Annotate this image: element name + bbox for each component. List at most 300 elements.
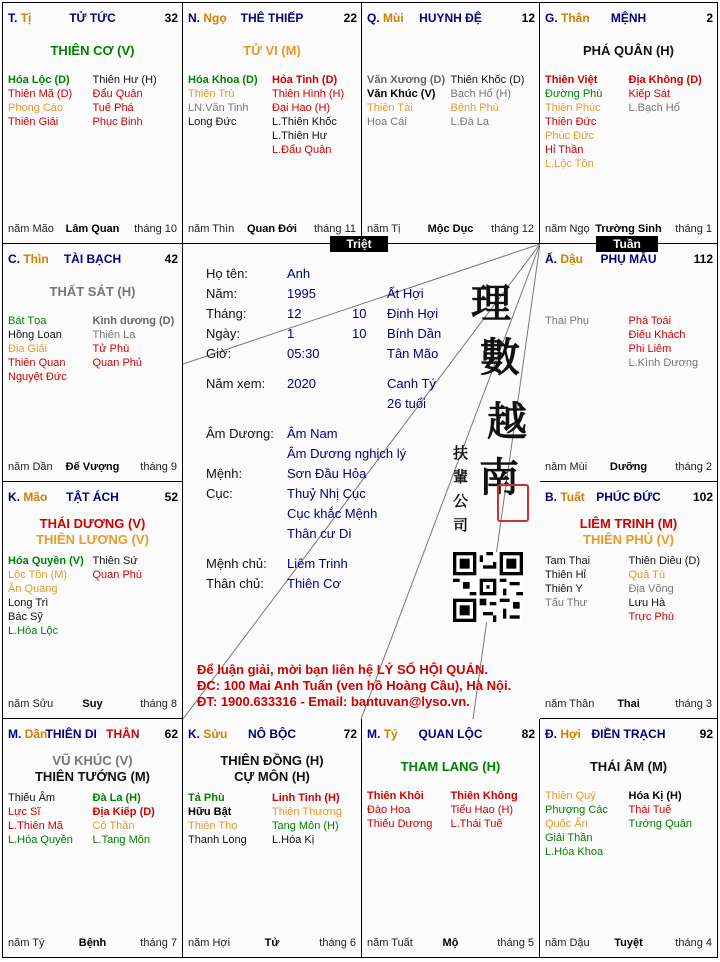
bad-stars-column	[272, 791, 356, 847]
star-item: L.Đà La	[450, 116, 490, 128]
star-item: Trực Phù	[628, 611, 674, 623]
star-item: Đào Hoa	[367, 804, 411, 816]
bad-stars-column	[93, 314, 178, 384]
star-columns	[545, 554, 712, 624]
age-range: 92	[699, 727, 713, 741]
star-item: Đại Hao (H)	[272, 102, 331, 114]
seal-char: 扶	[453, 444, 469, 462]
year-tag: năm Tý	[8, 937, 45, 949]
bad-stars-column	[629, 554, 713, 624]
life-stage: Dưỡng	[609, 461, 648, 473]
good-stars-column	[545, 789, 629, 859]
star-item: L.Lộc Tồn	[545, 158, 594, 170]
branch-stem: M.	[367, 727, 381, 741]
bad-stars-column	[93, 791, 178, 847]
palace-cell	[3, 244, 183, 482]
main-star: THÁI ÂM (M)	[589, 759, 668, 774]
branch-name: Tị	[20, 11, 32, 25]
year-label: Năm:	[206, 286, 238, 301]
star-columns	[545, 73, 712, 171]
star-columns	[188, 791, 356, 847]
star-item: Thiếu Dương	[367, 818, 433, 830]
star-item: Hóa Quyền (V)	[8, 555, 84, 567]
star-item: Hóa Khoa (D)	[188, 74, 258, 86]
palace-cell	[3, 3, 183, 244]
star-columns	[188, 73, 356, 157]
star-item: Thiên La	[92, 329, 136, 341]
star-item: L.Bạch Hổ	[628, 102, 680, 114]
palace-name	[183, 727, 361, 741]
palace-title: NÔ BỘC	[248, 727, 296, 741]
calligraphy-char: 數	[480, 334, 520, 381]
triet-tag: Triệt	[330, 236, 388, 252]
bad-stars-column	[629, 789, 713, 859]
month-tag: tháng 2	[675, 461, 712, 473]
age-range: 32	[164, 11, 178, 25]
contact-line-1: Để luận giải, mời bạn liên hệ LÝ SỐ HỘI QUÁN.	[197, 662, 488, 677]
main-star: THIÊN PHỦ (V)	[583, 532, 674, 547]
star-item: Bát Tọa	[8, 315, 47, 327]
qr-code	[453, 552, 523, 622]
than-chu-label: Thân chủ:	[206, 576, 264, 591]
main-star: THIÊN TƯỚNG (M)	[34, 769, 151, 784]
palace-title: MỆNH	[610, 11, 647, 25]
branch-name: Hợi	[560, 727, 581, 741]
life-stage: Lâm Quan	[65, 223, 120, 235]
star-item: Thiên Tài	[367, 102, 413, 114]
month-tag: tháng 12	[491, 223, 534, 235]
calligraphy-char: 南	[479, 454, 519, 501]
than-chu-value: Thiên Cơ	[287, 576, 342, 591]
branch-name: Thân	[561, 11, 590, 25]
life-stage: Đế Vượng	[65, 461, 120, 473]
star-item: Tiểu Hao (H)	[450, 804, 514, 816]
star-item: Tam Thai	[545, 555, 591, 567]
age-range: 12	[521, 11, 535, 25]
star-item: Tuế Phá	[92, 102, 134, 114]
year-tag: năm Mùi	[545, 461, 588, 473]
palace-title: HUYNH ĐỆ	[419, 11, 482, 25]
star-item: Phá Toái	[628, 315, 672, 327]
palace-cell	[362, 719, 540, 957]
palace-name	[540, 252, 717, 266]
good-stars-column	[8, 314, 93, 384]
year-tag: năm Tị	[367, 223, 401, 235]
star-item: Địa Không (D)	[628, 74, 702, 86]
palace-cell	[183, 3, 362, 244]
branch-stem: Đ.	[545, 727, 557, 741]
star-item: LN.Văn Tinh	[188, 102, 249, 114]
star-item: Điếu Khách	[628, 329, 686, 341]
year-tag: năm Tuất	[367, 937, 413, 949]
year-tag: năm Mão	[8, 223, 54, 235]
main-star: VŨ KHÚC (V)	[52, 753, 133, 768]
good-stars-column	[8, 791, 93, 847]
palace-name	[3, 11, 182, 25]
contact-line-3: ĐT: 1900.633316 - Email: bantuvan@lyso.vn.	[197, 694, 470, 709]
star-item: Kình dương (D)	[92, 315, 175, 327]
star-columns	[545, 314, 712, 370]
branch-name: Ngọ	[203, 11, 227, 25]
menh-chu-value: Liêm Trinh	[287, 556, 348, 571]
year-tag: năm Sửu	[8, 698, 54, 710]
star-item: Long Đức	[188, 116, 237, 128]
main-star: THIÊN LƯƠNG (V)	[36, 532, 149, 547]
seal-char: 司	[453, 516, 469, 534]
palace-name	[362, 727, 539, 741]
palace-title: THIÊN DI	[45, 727, 97, 741]
star-item: Giải Thần	[545, 832, 593, 844]
star-item: Hồng Loan	[8, 329, 62, 341]
good-stars-column	[188, 791, 272, 847]
star-item: L.Thái Tuế	[450, 818, 503, 830]
star-item: L.Hóa Kị	[272, 834, 315, 846]
star-item: Tấu Thư	[545, 597, 588, 609]
calligraphy-char: 越	[487, 398, 527, 445]
palace-cell	[3, 719, 183, 957]
star-columns	[8, 314, 177, 384]
good-stars-column	[8, 73, 93, 129]
center-info-panel	[183, 244, 540, 719]
main-star: THIÊN ĐỒNG (H)	[220, 753, 324, 768]
star-item: Quả Tú	[628, 569, 665, 581]
star-item: Thiên Quan	[8, 357, 66, 369]
star-item: Thiên Giải	[8, 116, 59, 128]
bad-stars-column	[451, 73, 535, 129]
cuc-value-1: Thuỷ Nhị Cục	[287, 486, 366, 501]
palace-title: TẬT ÁCH	[66, 490, 119, 504]
star-item: Kiếp Sát	[628, 88, 671, 100]
star-item: Thai Phụ	[545, 315, 590, 327]
star-item: Đẩu Quân	[92, 88, 143, 100]
star-item: Ân Quang	[8, 583, 58, 595]
year-tag: năm Thân	[545, 698, 595, 710]
branch-name: Mão	[23, 490, 48, 504]
star-item: Địa Kiếp (D)	[92, 806, 155, 818]
horoscope-board	[2, 2, 718, 958]
star-item: Tử Phù	[92, 343, 130, 355]
star-item: Lưu Hà	[628, 597, 666, 609]
amduong-label: Âm Dương:	[206, 426, 274, 441]
star-item: Bệnh Phù	[450, 102, 499, 114]
palace-name	[540, 490, 717, 504]
star-columns	[545, 789, 712, 859]
life-stage: Mộc Dục	[427, 223, 474, 235]
star-item: Nguyệt Đức	[8, 371, 67, 383]
main-star: LIÊM TRINH (M)	[579, 516, 678, 531]
star-item: Hỏa Tinh (D)	[272, 74, 338, 86]
month-tag: tháng 9	[140, 461, 177, 473]
branch-stem: K.	[188, 727, 200, 741]
star-columns	[8, 73, 177, 129]
star-item: Hữu Bật	[188, 806, 232, 818]
month-tag: tháng 4	[675, 937, 712, 949]
branch-name: Mùi	[383, 11, 404, 25]
star-item: Đường Phù	[545, 88, 603, 100]
main-star: THÁI DƯƠNG (V)	[39, 516, 146, 531]
month-tag: tháng 5	[497, 937, 534, 949]
month-tag: tháng 7	[140, 937, 177, 949]
palace-name	[183, 11, 361, 25]
star-columns	[367, 73, 534, 129]
age-range: 62	[164, 727, 178, 741]
life-stage: Quan Đới	[247, 223, 297, 235]
amduong-value-1: Âm Nam	[287, 426, 338, 441]
view-year-label: Năm xem:	[206, 376, 266, 391]
age-range: 22	[343, 11, 357, 25]
branch-name: Tuất	[560, 490, 585, 504]
star-item: Thanh Long	[188, 834, 247, 846]
star-item: Thiên Thương	[272, 806, 343, 818]
star-item: Thiếu Âm	[8, 792, 56, 804]
star-item: Phi Liêm	[628, 343, 672, 355]
month-tag: tháng 1	[675, 223, 712, 235]
main-star: THIÊN CƠ (V)	[50, 43, 135, 58]
star-item: Thiên Trù	[188, 88, 235, 100]
age-range: 102	[692, 490, 713, 504]
year-value: 1995	[287, 286, 316, 301]
good-stars-column	[545, 554, 629, 624]
star-columns	[367, 789, 534, 831]
hour-canchi: Tân Mão	[387, 346, 439, 361]
star-item: L.Đẩu Quân	[272, 144, 332, 156]
year-tag: năm Thìn	[188, 223, 235, 235]
bad-stars-column	[629, 314, 713, 370]
seal-char: 輩	[453, 468, 469, 486]
star-item: Quan Phủ	[92, 357, 143, 369]
star-columns	[8, 791, 177, 847]
menh-chu-label: Mệnh chủ:	[206, 556, 267, 571]
branch-stem: T.	[8, 11, 18, 25]
star-item: Tả Phù	[188, 792, 225, 804]
star-item: L.Hóa Khoa	[545, 846, 604, 858]
life-stage: Thai	[617, 698, 640, 710]
month-tag: tháng 11	[313, 223, 356, 235]
star-item: Phúc Đức	[545, 130, 594, 142]
palace-cell	[540, 3, 717, 244]
contact-line-2: ĐC: 100 Mai Anh Tuấn (ven hồ Hoàng Cầu), Hà Nội.	[197, 678, 512, 693]
palace-cell	[3, 482, 183, 719]
palace-name	[540, 11, 717, 25]
branch-name: Thìn	[23, 252, 49, 266]
star-item: Địa Giải	[8, 343, 48, 355]
star-item: Thiên Khôi	[367, 790, 424, 802]
red-seal-stamp	[497, 484, 529, 522]
cuc-value-3: Thân cư Di	[287, 526, 352, 541]
branch-name: Dậu	[560, 252, 584, 266]
age-range: 112	[693, 252, 713, 266]
amduong-value-2: Âm Dương nghịch lý	[287, 446, 407, 461]
good-stars-column	[545, 314, 629, 370]
star-item: Lộc Tồn (M)	[8, 569, 68, 581]
star-item: Thiên Sứ	[92, 555, 138, 567]
branch-stem: C.	[8, 252, 20, 266]
good-stars-column	[545, 73, 629, 171]
star-item: Hoa Cái	[367, 116, 407, 128]
hour-value: 05:30	[287, 346, 320, 361]
bad-stars-column	[451, 789, 535, 831]
age-range: 42	[164, 252, 178, 266]
bad-stars-column	[272, 73, 356, 157]
branch-name: Sửu	[203, 727, 228, 741]
star-item: Phục Binh	[92, 116, 143, 128]
good-stars-column	[367, 73, 451, 129]
star-item: Tướng Quân	[628, 818, 692, 830]
palace-name	[3, 252, 182, 266]
star-item: Thiên Y	[545, 583, 583, 595]
palace-title: TÀI BẠCH	[63, 252, 122, 266]
star-item: Thiên Đức	[545, 116, 597, 128]
star-item: Quốc Ấn	[545, 818, 588, 830]
menh-value: Sơn Đầu Hỏa	[287, 466, 367, 481]
palace-name	[362, 11, 539, 25]
day-lunar: 10	[352, 326, 367, 341]
life-stage: Tử	[264, 937, 280, 949]
palace-cell	[183, 719, 362, 957]
branch-stem: K.	[8, 490, 20, 504]
palace-title: ĐIỀN TRẠCH	[591, 727, 666, 741]
star-item: Tang Môn (H)	[272, 820, 339, 832]
month-lunar: 10	[352, 306, 367, 321]
palace-title: PHÚC ĐỨC	[596, 490, 661, 504]
main-star: THAM LANG (H)	[400, 759, 501, 774]
star-item: Thiên Không	[450, 790, 518, 802]
palace-title: THÊ THIẾP	[240, 11, 304, 25]
star-item: L.Kình Dương	[628, 357, 699, 369]
bad-stars-column	[93, 554, 178, 638]
palace-title: QUAN LỘC	[418, 727, 483, 741]
star-item: Địa Võng	[628, 583, 674, 595]
palace-cell	[540, 719, 717, 957]
tuan-tag: Tuần	[596, 236, 658, 252]
star-item: L.Thiên Hư	[272, 130, 328, 142]
month-tag: tháng 10	[134, 223, 177, 235]
day-solar: 1	[287, 326, 295, 341]
name-label: Họ tên:	[206, 266, 248, 281]
star-item: Thiên Việt	[545, 74, 598, 86]
age-range: 82	[521, 727, 535, 741]
palace-title: PHỤ MẪU	[600, 252, 657, 266]
month-label: Tháng:	[206, 306, 247, 321]
good-stars-column	[8, 554, 93, 638]
name-value: Anh	[287, 266, 311, 281]
star-item: Linh Tinh (H)	[272, 792, 340, 804]
year-tag: năm Ngọ	[545, 223, 590, 235]
palace-name	[3, 490, 182, 504]
star-item: Thiên Hình (H)	[272, 88, 345, 100]
branch-stem: M.	[8, 727, 22, 741]
star-item: Bác Sỹ	[8, 611, 43, 623]
year-tag: năm Hợi	[188, 937, 231, 949]
month-tag: tháng 3	[675, 698, 712, 710]
year-tag: năm Dậu	[545, 937, 590, 949]
hour-label: Giờ:	[206, 346, 232, 361]
life-stage: Tuyệt	[614, 937, 643, 949]
good-stars-column	[188, 73, 272, 157]
star-item: Lực Sĩ	[8, 806, 41, 818]
star-item: Thái Tuế	[628, 804, 672, 816]
palace-cell	[540, 482, 717, 719]
month-tag: tháng 8	[140, 698, 177, 710]
star-item: Văn Xương (D)	[367, 74, 446, 86]
palace-name	[3, 727, 182, 741]
star-item: Thiên Mã (D)	[8, 88, 73, 100]
star-item: L.Hóa Lộc	[8, 625, 59, 637]
star-item: Cô Thần	[92, 820, 135, 832]
month-solar: 12	[287, 306, 302, 321]
menh-label: Mệnh:	[206, 466, 243, 481]
star-item: Hóa Kị (H)	[628, 790, 682, 802]
palace-name	[540, 727, 717, 741]
star-item: Thiên Hư (H)	[92, 74, 157, 86]
view-age: 26 tuổi	[387, 396, 427, 411]
month-canchi: Đinh Hợi	[387, 306, 439, 321]
bad-stars-column	[93, 73, 178, 129]
star-item: Thiên Phúc	[545, 102, 601, 114]
star-item: Phong Cáo	[8, 102, 64, 114]
star-item: Thiên Khốc (D)	[450, 74, 525, 86]
life-stage: Trường Sinh	[595, 223, 662, 235]
view-year-canchi: Canh Tý	[387, 376, 436, 391]
star-item: L.Thiên Khốc	[272, 116, 337, 128]
branch-stem: Q.	[367, 11, 380, 25]
life-stage: Bệnh	[78, 937, 107, 949]
main-star: TỬ VI (M)	[243, 43, 301, 58]
star-item: L.Thiên Mã	[8, 820, 64, 832]
branch-stem: B.	[545, 490, 557, 504]
seal-char: 公	[453, 492, 469, 510]
cuc-label: Cục:	[206, 486, 233, 501]
star-item: Quan Phù	[92, 569, 143, 581]
star-item: L.Tang Môn	[92, 834, 150, 846]
star-item: Thiên Diêu (D)	[628, 555, 701, 567]
star-item: Thiên Hỉ	[545, 569, 586, 581]
main-star: THẤT SÁT (H)	[49, 284, 136, 299]
palace-cell	[362, 3, 540, 244]
star-item: Long Trì	[8, 597, 49, 609]
star-item: Thiên Thọ	[188, 820, 238, 832]
view-year-value: 2020	[287, 376, 316, 391]
year-canchi: Ất Hợi	[387, 286, 424, 301]
star-columns	[8, 554, 177, 638]
good-stars-column	[367, 789, 451, 831]
branch-stem: Ấ.	[545, 252, 557, 266]
cuc-value-2: Cục khắc Mệnh	[287, 506, 378, 521]
day-canchi: Bính Dần	[387, 326, 442, 341]
life-stage: Suy	[82, 698, 103, 710]
star-item: Hóa Lộc (D)	[8, 74, 70, 86]
bad-stars-column	[629, 73, 713, 171]
palace-cell	[540, 244, 717, 482]
star-item: Văn Khúc (V)	[367, 88, 436, 100]
age-range: 52	[164, 490, 178, 504]
main-star: PHÁ QUÂN (H)	[583, 43, 674, 58]
age-range: 72	[343, 727, 357, 741]
branch-name: Tý	[383, 727, 398, 741]
life-stage: Mộ	[442, 937, 459, 949]
star-item: Bạch Hổ (H)	[450, 88, 512, 100]
star-item: Thiên Quý	[545, 790, 596, 802]
than-marker: THÂN	[106, 727, 140, 741]
month-tag: tháng 6	[319, 937, 356, 949]
palace-title: TỬ TỨC	[69, 11, 116, 25]
main-star: CỰ MÔN (H)	[234, 769, 310, 784]
branch-stem: G.	[545, 11, 558, 25]
star-item: Hỉ Thần	[545, 144, 584, 156]
branch-name: Dần	[24, 727, 48, 741]
star-item: L.Hóa Quyền	[8, 834, 73, 846]
day-label: Ngày:	[206, 326, 240, 341]
